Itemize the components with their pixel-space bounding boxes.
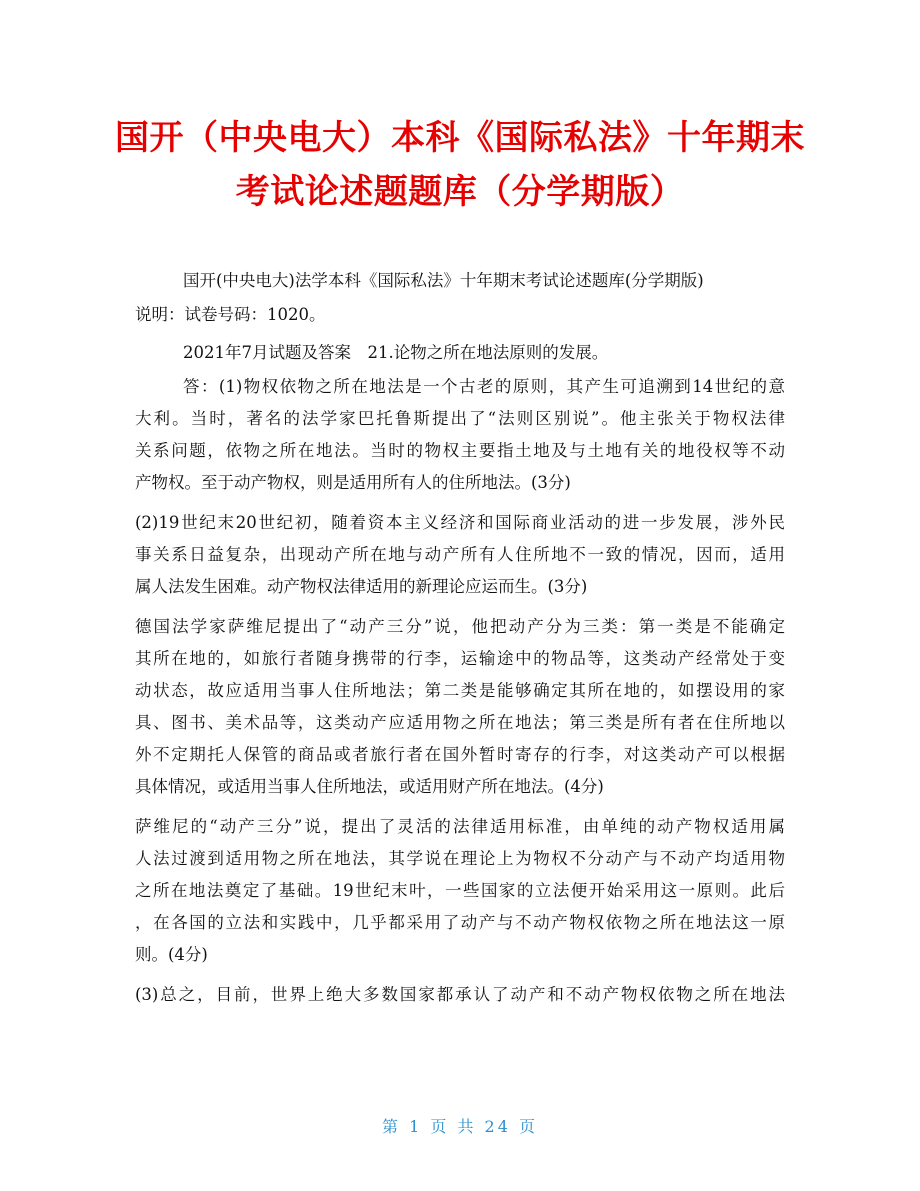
body-line: 2021年7月试题及答案 21.论物之所在地法原则的发展。 <box>183 343 609 362</box>
body-line: 说明：试卷号码：1020。 <box>135 305 326 324</box>
title-line-2: 考试论述题题库（分学期版） <box>235 172 685 212</box>
body-line: 关系问题，依物之所在地法。当时的物权主要指土地及与土地有关的地役权等不动 <box>135 441 785 460</box>
page-number: 第 1 页 共 24 页 <box>382 1117 538 1136</box>
body-line: 大利。当时，著名的法学家巴托鲁斯提出了“法则区别说”。他主张关于物权法律 <box>135 409 785 428</box>
body-line: 动状态，故应适用当事人住所地法；第二类是能够确定其所在地的，如摆设用的家 <box>135 681 785 700</box>
body-line: 事关系日益复杂，出现动产所在地与动产所有人住所地不一致的情况，因而，适用 <box>135 545 785 564</box>
body-line: 德国法学家萨维尼提出了“动产三分”说，他把动产分为三类：第一类是不能确定 <box>135 617 785 636</box>
body-line: 人法过渡到适用物之所在地法，其学说在理论上为物权不分动产与不动产均适用物 <box>135 849 785 868</box>
body-line: 外不定期托人保管的商品或者旅行者在国外暂时寄存的行李，对这类动产可以根据 <box>135 745 785 764</box>
body-line: ，在各国的立法和实践中，几乎都采用了动产与不动产物权依物之所在地法这一原 <box>135 913 785 932</box>
body-line: (2)19世纪末20世纪初，随着资本主义经济和国际商业活动的进一步发展，涉外民 <box>135 513 785 532</box>
body-line: 属人法发生困难。动产物权法律适用的新理论应运而生。(3分) <box>135 577 588 596</box>
body-line: 具体情况，或适用当事人住所地法，或适用财产所在地法。(4分) <box>135 777 604 796</box>
title-line-1: 国开（中央电大）本科《国际私法》十年期末 <box>115 118 805 158</box>
body-line: 其所在地的，如旅行者随身携带的行李，运输途中的物品等，这类动产经常处于变 <box>135 649 785 668</box>
body-line: 之所在地法奠定了基础。19世纪末叶，一些国家的立法便开始采用这一原则。此后 <box>135 881 785 900</box>
body-line: 萨维尼的“动产三分”说，提出了灵活的法律适用标准，由单纯的动产物权适用属 <box>135 817 785 836</box>
body-line: 国开(中央电大)法学本科《国际私法》十年期末考试论述题库(分学期版) <box>183 271 704 290</box>
body-line: 产物权。至于动产物权，则是适用所有人的住所地法。(3分) <box>135 473 571 492</box>
body-line: (3)总之，目前，世界上绝大多数国家都承认了动产和不动产物权依物之所在地法 <box>135 985 785 1004</box>
body-line: 则。(4分) <box>135 945 208 964</box>
body-line: 答：(1)物权依物之所在地法是一个古老的原则，其产生可追溯到14世纪的意 <box>183 377 785 396</box>
body-line: 具、图书、美术品等，这类动产应适用物之所在地法；第三类是所有者在住所地以 <box>135 713 785 732</box>
